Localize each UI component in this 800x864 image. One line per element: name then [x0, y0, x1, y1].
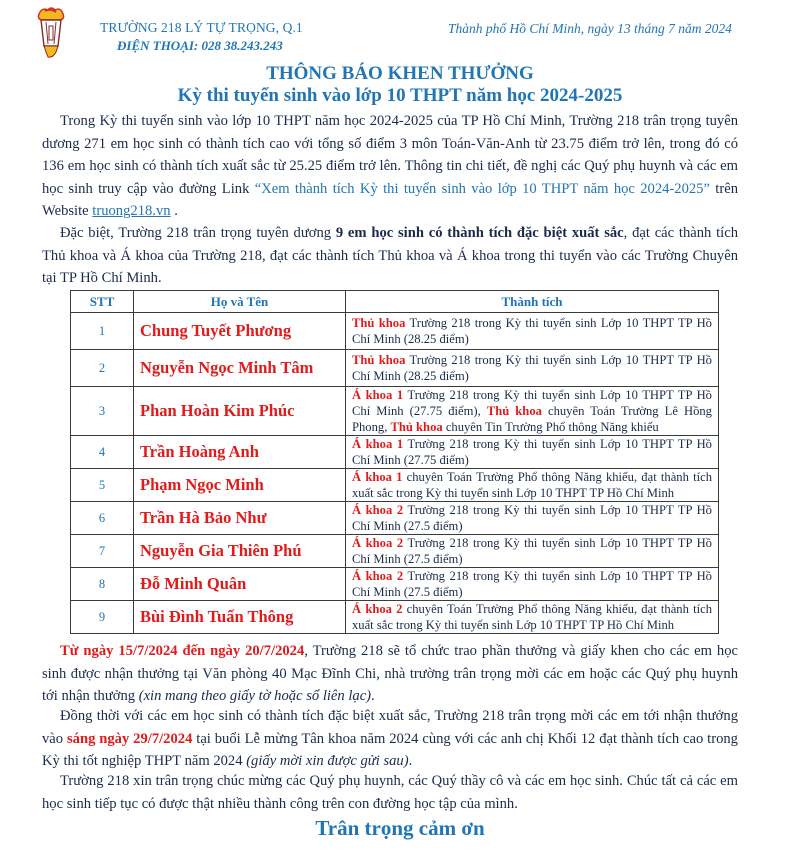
- achievement-title: Thủ khoa: [390, 420, 443, 434]
- intro-text-a: Trong Kỳ thi tuyển sinh vào lớp 10 THPT năm học 2024-2025 của TP Hồ Chí Minh, Trường 218 trân trọng tuyên dương 271 em học sinh có thành tích cao với tổng số điểm 3 môn Toán-Văn-Anh từ 23.75 điểm trở lên, trong đó có 136 em học sinh có thành tích xuất sắc từ 25.25 điểm trở lên. Thông tin chi tiết, đề nghị các Quý phụ huynh và các em học sinh truy cập vào đường Link: [42, 113, 738, 197]
- collection-text-b: .: [371, 688, 375, 704]
- awards-table: [70, 290, 719, 634]
- achievement-text: Trường 218 trong Kỳ thi tuyển sinh Lớp 10 THPT TP Hồ Chí Minh (27.5 điểm): [352, 536, 712, 566]
- congratulation-paragraph: Trường 218 xin trân trọng chúc mừng các Quý phụ huynh, các Quý thầy cô và các em học sinh. Chúc tất cả các em học sinh tiếp tục có được thật nhiều thành công trên con đường học tập của mình.: [42, 773, 738, 812]
- student-name: Đỗ Minh Quân: [134, 568, 346, 601]
- intro-text-c: .: [170, 203, 178, 219]
- award-collection-paragraph: [42, 640, 738, 708]
- table-row: [71, 313, 719, 350]
- achievement-title: Á khoa 1: [352, 437, 404, 451]
- achievement-text: chuyên Tin Trường Phổ thông Năng khiếu: [442, 420, 659, 434]
- achievement-cell: [346, 568, 719, 601]
- student-name: Trần Hà Bảo Như: [134, 502, 346, 535]
- ceremony-date: sáng ngày 29/7/2024: [66, 730, 193, 747]
- achievement-title: Thủ khoa: [486, 404, 542, 418]
- achievement-text: chuyên Toán Trường Phổ thông Năng khiếu, đạt thành tích xuất sắc trong Kỳ thi tuyển sinh Lớp 10 THPT TP Hồ Chí Minh: [352, 470, 712, 500]
- student-name: Bùi Đình Tuấn Thông: [134, 601, 346, 634]
- school-phone: ĐIỆN THOẠI: 028 38.243.243: [117, 38, 283, 53]
- achievement-cell: [346, 387, 719, 436]
- achievement-title: Á khoa 2: [352, 536, 404, 550]
- collection-text-a: , Trường 218 sẽ tổ chức trao phần thưởng và giấy khen cho các em học sinh được nhận thưởng tại Văn phòng 40 Mạc Đĩnh Chi, nhà trường trân trọng mời các em hoặc các Quý phụ huynh tới nhận thưởng: [42, 643, 738, 704]
- website-link[interactable]: truong218.vn: [92, 203, 171, 219]
- student-name: Nguyễn Ngọc Minh Tâm: [134, 350, 346, 387]
- achievement-title: Thủ khoa: [352, 316, 406, 330]
- collection-dates: Từ ngày 15/7/2024 đến ngày 20/7/2024: [60, 643, 305, 659]
- row-stt: 8: [71, 568, 134, 601]
- achievement-title: Thủ khoa: [352, 353, 406, 367]
- table-header-row: [71, 291, 719, 313]
- achievement-cell: [346, 313, 719, 350]
- row-stt: 1: [71, 313, 134, 350]
- achievement-text: Trường 218 trong Kỳ thi tuyển sinh Lớp 10 THPT TP Hồ Chí Minh (27.5 điểm): [352, 569, 712, 599]
- student-name: Phạm Ngọc Minh: [134, 469, 346, 502]
- ceremony-paragraph: [42, 705, 738, 773]
- school-name: TRƯỜNG 218 LÝ TỰ TRỌNG, Q.1: [100, 20, 303, 35]
- ceremony-note: (giấy mời xin được gửi sau): [246, 753, 409, 769]
- achievement-text: Trường 218 trong Kỳ thi tuyển sinh Lớp 10 THPT TP Hồ Chí Minh (28.25 điểm): [352, 316, 712, 346]
- achievement-text: chuyên Toán Trường Lê Hồng Phong,: [352, 404, 712, 434]
- results-link[interactable]: “Xem thành tích Kỳ thi tuyển sinh vào lớp 10 THPT năm học 2024-2025”: [254, 180, 710, 197]
- row-stt: 4: [71, 436, 134, 469]
- table-row: [71, 568, 719, 601]
- achievement-cell: [346, 350, 719, 387]
- table-row: [71, 535, 719, 568]
- student-name: Trần Hoàng Anh: [134, 436, 346, 469]
- achievement-text: chuyên Toán Trường Phổ thông Năng khiếu, đạt thành tích xuất sắc trong Kỳ thi tuyển sinh Lớp 10 THPT TP Hồ Chí Minh: [352, 602, 712, 632]
- header-stt: STT: [71, 291, 134, 313]
- achievement-cell: [346, 601, 719, 634]
- achievement-cell: [346, 535, 719, 568]
- table-row: [71, 469, 719, 502]
- torch-logo-icon: [36, 6, 66, 60]
- achievement-cell: [346, 469, 719, 502]
- student-name: Chung Tuyết Phương: [134, 313, 346, 350]
- achievement-title: Á khoa 1: [352, 388, 404, 402]
- row-stt: 2: [71, 350, 134, 387]
- row-stt: 3: [71, 387, 134, 436]
- achievement-text: Trường 218 trong Kỳ thi tuyển sinh Lớp 10 THPT TP Hồ Chí Minh (27.75 điểm),: [352, 388, 712, 418]
- intro-paragraph: [42, 110, 738, 223]
- achievement-title: Á khoa 1: [352, 470, 403, 484]
- table-row: [71, 436, 719, 469]
- special-bold: 9 em học sinh có thành tích đặc biệt xuất sắc: [335, 225, 624, 241]
- date-line: Thành phố Hồ Chí Minh, ngày 13 tháng 7 năm 2024: [448, 21, 732, 36]
- special-text-a: Đặc biệt, Trường 218 trân trọng tuyên dương: [60, 225, 336, 241]
- header-name: Họ và Tên: [134, 291, 346, 313]
- row-stt: 6: [71, 502, 134, 535]
- table-row: [71, 387, 719, 436]
- student-name: Nguyễn Gia Thiên Phú: [134, 535, 346, 568]
- intro-text-b: trên Website: [42, 180, 738, 219]
- special-text-b: , đạt các thành tích Thủ khoa và Á khoa của Trường 218, đạt các thành tích Thủ khoa và Á khoa trong thi tuyển vào các Trường Chuyên tại TP Hồ Chí Minh.: [42, 225, 738, 286]
- student-name: Phan Hoàn Kim Phúc: [134, 387, 346, 436]
- table-row: [71, 350, 719, 387]
- ceremony-text-c: .: [408, 753, 413, 769]
- ceremony-text-a: Đồng thời với các em học sinh có thành tích đặc biệt xuất sắc, Trường 218 trân trọng mời các em tới nhận thưởng vào: [42, 708, 738, 747]
- achievement-text: Trường 218 trong Kỳ thi tuyển sinh Lớp 10 THPT TP Hồ Chí Minh (28.25 điểm): [352, 353, 712, 383]
- achievement-text: Trường 218 trong Kỳ thi tuyển sinh Lớp 10 THPT TP Hồ Chí Minh (27.75 điểm): [352, 437, 712, 467]
- collection-note: (xin mang theo giấy tờ hoặc sổ liên lạc): [138, 688, 372, 704]
- achievement-title: Á khoa 2: [352, 503, 404, 517]
- row-stt: 9: [71, 601, 134, 634]
- table-row: [71, 502, 719, 535]
- achievement-text: Trường 218 trong Kỳ thi tuyển sinh Lớp 10 THPT TP Hồ Chí Minh (27.5 điểm): [352, 503, 712, 533]
- ceremony-text-b: tại buổi Lễ mừng Tân khoa năm 2024 cùng với các anh chị Khối 12 đạt thành tích cao trong Kỳ thi tốt nghiệp THPT năm 2024: [42, 730, 738, 769]
- closing-thanks: Trân trọng cảm ơn: [315, 816, 485, 840]
- row-stt: 7: [71, 535, 134, 568]
- achievement-title: Á khoa 2: [352, 602, 403, 616]
- row-stt: 5: [71, 469, 134, 502]
- achievement-cell: [346, 436, 719, 469]
- achievement-cell: [346, 502, 719, 535]
- table-row: [71, 601, 719, 634]
- achievement-title: Á khoa 2: [352, 569, 404, 583]
- special-paragraph: [42, 222, 738, 290]
- notice-title: THÔNG BÁO KHEN THƯỞNG: [266, 63, 534, 84]
- notice-subtitle: Kỳ thi tuyển sinh vào lớp 10 THPT năm học 2024-2025: [177, 85, 623, 106]
- header-achievement: Thành tích: [346, 291, 719, 313]
